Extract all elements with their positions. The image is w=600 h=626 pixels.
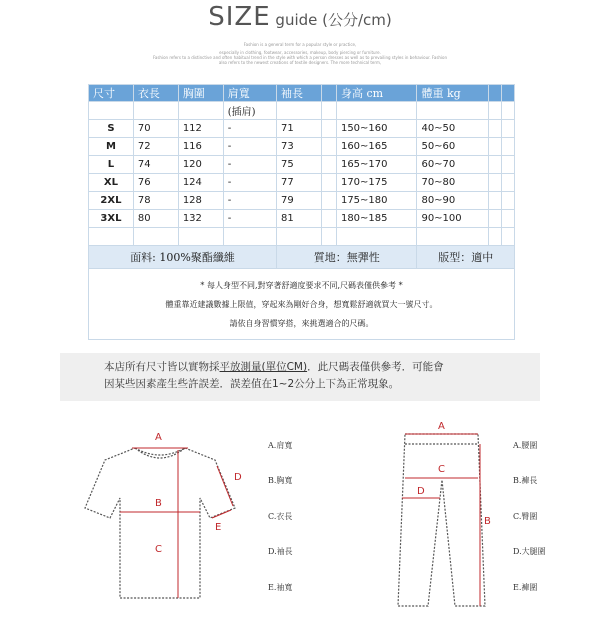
cell-chest: 112 xyxy=(178,120,223,138)
cell-height: 170~175 xyxy=(336,174,417,192)
col-header xyxy=(321,85,336,102)
cell-size: XL xyxy=(89,174,134,192)
fashion-text-4: also refers to the newest creations of textile designers. The more technical term, xyxy=(218,60,382,65)
tshirt-icon xyxy=(85,448,235,598)
measurement-diagrams xyxy=(0,420,600,620)
fit-text: 版型：適中 xyxy=(417,246,515,269)
cell-chest: 124 xyxy=(178,174,223,192)
cell-length: 76 xyxy=(133,174,178,192)
note-line: * 每人身型不同,對穿著舒適度要求不同,尺碼表僅供參考 * xyxy=(200,280,403,290)
table-empty-row xyxy=(89,228,515,246)
table-row xyxy=(89,192,515,210)
table-row xyxy=(89,120,515,138)
cell-shoulder: - xyxy=(223,156,276,174)
cell-chest: 116 xyxy=(178,138,223,156)
fashion-text-1: Fashion is a general term for a popular style or practice, xyxy=(243,42,357,47)
cell-weight: 80~90 xyxy=(417,192,488,210)
measure-line-d xyxy=(217,466,233,506)
cell-chest: 128 xyxy=(178,192,223,210)
col-header: 體重 kg xyxy=(417,85,488,102)
texture-text: 質地：無彈性 xyxy=(277,246,417,269)
pants-label-c: C.臀圍 xyxy=(513,512,538,521)
marker-waist: A xyxy=(438,421,445,432)
table-row xyxy=(89,138,515,156)
marker-length: B xyxy=(484,516,491,527)
col-header: 身高 cm xyxy=(336,85,417,102)
material-row xyxy=(89,246,515,269)
table-subheader-row xyxy=(89,102,515,120)
pants-icon xyxy=(398,434,485,606)
cell-length: 74 xyxy=(133,156,178,174)
cell-height: 150~160 xyxy=(336,120,417,138)
cell-sleeve: 77 xyxy=(277,174,322,192)
cell-size: S xyxy=(89,120,134,138)
notice-text-2: ．此尺碼表僅供參考．可能會 xyxy=(307,361,444,373)
shoulder-note: (插肩) xyxy=(223,102,276,120)
cell-sleeve: 71 xyxy=(277,120,322,138)
cell-sleeve: 81 xyxy=(277,210,322,228)
table-row xyxy=(89,174,515,192)
marker-b: B xyxy=(155,498,162,509)
cell-height: 180~185 xyxy=(336,210,417,228)
title-guide: guide (公分/cm) xyxy=(270,11,392,29)
cell-sleeve: 75 xyxy=(277,156,322,174)
title-size: SIZE xyxy=(208,2,271,32)
material-text: 面料: 100%聚酯纖維 xyxy=(89,246,277,269)
cell-weight: 40~50 xyxy=(417,120,488,138)
marker-c: C xyxy=(155,544,162,555)
measurement-notice xyxy=(60,353,540,401)
pants-label-d: D.大腿圍 xyxy=(513,547,546,556)
marker-a: A xyxy=(155,432,162,443)
col-header: 尺寸 xyxy=(89,85,134,102)
marker-d: D xyxy=(234,472,242,483)
cell-weight: 90~100 xyxy=(417,210,488,228)
cell-weight: 60~70 xyxy=(417,156,488,174)
fashion-text-3: Fashion refers to a distinctive and often habitual trend in the style with which a person dresses as well as to prevailing styles in behaviour. Fashion xyxy=(152,55,448,60)
cell-weight: 70~80 xyxy=(417,174,488,192)
cell-sleeve: 79 xyxy=(277,192,322,210)
cell-shoulder: - xyxy=(223,120,276,138)
note-line: 請依自身習慣穿搭，來挑選適合的尺碼。 xyxy=(229,318,374,328)
col-header xyxy=(501,85,514,102)
table-header-row xyxy=(89,85,515,102)
cell-shoulder: - xyxy=(223,138,276,156)
cell-size: M xyxy=(89,138,134,156)
cell-height: 160~165 xyxy=(336,138,417,156)
pants-label-e: E.褲圍 xyxy=(513,583,538,592)
marker-e: E xyxy=(215,522,222,533)
diagram-svg xyxy=(0,420,600,620)
notice-underlined: 平放測量(單位CM) xyxy=(219,361,308,373)
col-header: 袖長 xyxy=(277,85,322,102)
cell-chest: 132 xyxy=(178,210,223,228)
col-header: 衣長 xyxy=(133,85,178,102)
cell-sleeve: 73 xyxy=(277,138,322,156)
shirt-label-e: E.袖寬 xyxy=(268,583,293,592)
cell-length: 80 xyxy=(133,210,178,228)
fashion-text-2: especially in clothing, footwear, accessories, makeup, body piercing or furniture. xyxy=(219,50,381,55)
cell-length: 70 xyxy=(133,120,178,138)
cell-height: 175~180 xyxy=(336,192,417,210)
shirt-label-d: D.袖長 xyxy=(268,547,293,556)
shirt-label-b: B.胸寬 xyxy=(268,476,293,485)
pants-label-b: B.褲長 xyxy=(513,476,538,485)
cell-size: 3XL xyxy=(89,210,134,228)
cell-weight: 50~60 xyxy=(417,138,488,156)
shirt-label-c: C.衣長 xyxy=(268,512,293,521)
cell-chest: 120 xyxy=(178,156,223,174)
marker-thigh: D xyxy=(417,486,425,497)
col-header: 肩寬 xyxy=(223,85,276,102)
shirt-label-a: A.肩寬 xyxy=(268,441,293,450)
cell-shoulder: - xyxy=(223,192,276,210)
notice-text-1: 本店所有尺寸皆以實物採 xyxy=(104,361,220,373)
notice-text-3: 因某些因素產生些許誤差．誤差值在1~2公分上下為正常現象。 xyxy=(104,378,400,390)
table-row xyxy=(89,210,515,228)
marker-hip: C xyxy=(438,464,445,475)
notes-row xyxy=(89,269,515,340)
note-line: 體重靠近建議數據上限值，穿起來為剛好合身，想寬鬆舒適就買大一號尺寸。 xyxy=(165,299,438,309)
col-header: 胸圍 xyxy=(178,85,223,102)
cell-height: 165~170 xyxy=(336,156,417,174)
cell-length: 72 xyxy=(133,138,178,156)
page-title xyxy=(0,2,600,32)
size-table xyxy=(88,84,515,340)
pants-label-a: A.腰圍 xyxy=(513,441,538,450)
cell-size: L xyxy=(89,156,134,174)
cell-size: 2XL xyxy=(89,192,134,210)
measure-line-e xyxy=(212,510,231,518)
col-header xyxy=(488,85,501,102)
cell-shoulder: - xyxy=(223,174,276,192)
table-row xyxy=(89,156,515,174)
cell-length: 78 xyxy=(133,192,178,210)
cell-shoulder: - xyxy=(223,210,276,228)
